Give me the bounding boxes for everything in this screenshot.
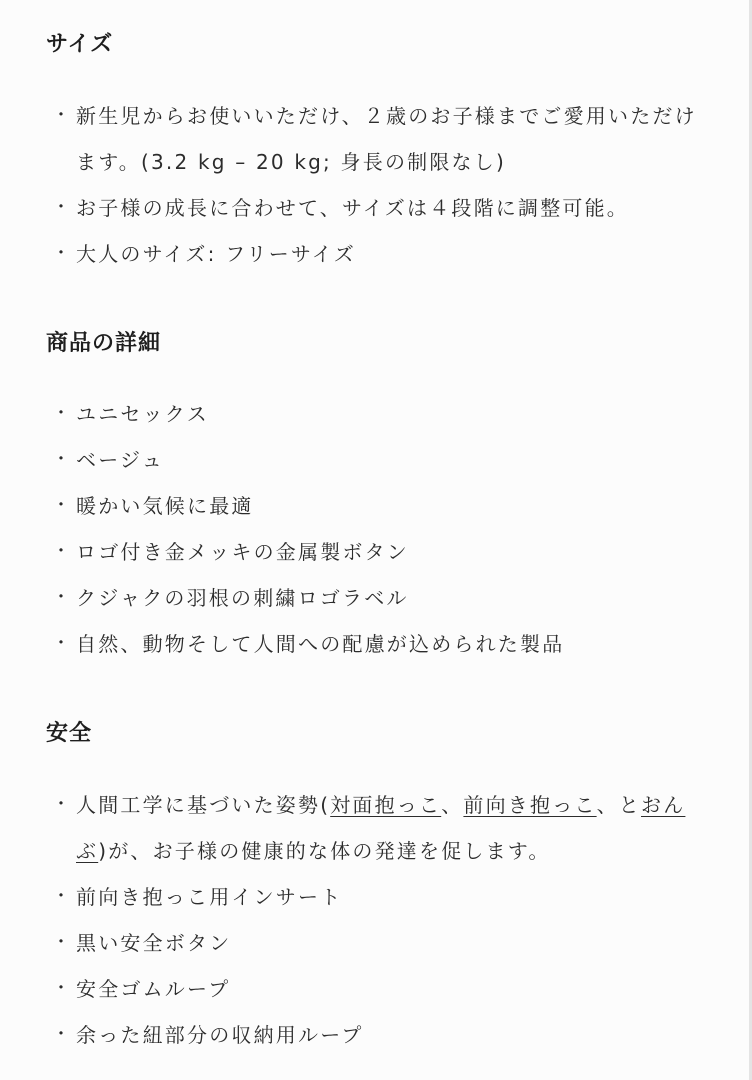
bullet: ・ bbox=[52, 541, 73, 562]
bullet: ・ bbox=[52, 105, 73, 126]
list-item bbox=[0, 185, 749, 231]
list-item-text: 安全ゴムループ bbox=[76, 977, 231, 1001]
size-list bbox=[0, 93, 749, 277]
list-item bbox=[0, 575, 749, 621]
list-item-text: 自然、動物そして人間への配慮が込められた製品 bbox=[76, 632, 565, 656]
list-item bbox=[0, 1012, 749, 1058]
list-item-text: 新生児からお使いいただけ、２歳のお子様までご愛用いただけます。(3.2 kg – 20 kg; 身長の制限なし) bbox=[76, 104, 697, 174]
list-item bbox=[0, 529, 749, 575]
list-item-text: ユニセックス bbox=[76, 402, 209, 426]
list-item-text: 暖かい気候に最適 bbox=[76, 494, 254, 518]
bullet: ・ bbox=[52, 403, 73, 424]
bullet: ・ bbox=[52, 932, 73, 953]
list-item bbox=[0, 782, 749, 874]
separator-text: 、 bbox=[441, 793, 464, 817]
details-list bbox=[0, 391, 749, 667]
list-item-text: 前向き抱っこ用インサート bbox=[76, 885, 343, 909]
bullet: ・ bbox=[52, 794, 73, 815]
list-item-text: クジャクの羽根の刺繍ロゴラベル bbox=[76, 586, 409, 610]
list-item bbox=[0, 391, 749, 437]
bullet: ・ bbox=[52, 495, 73, 516]
size-heading: サイズ bbox=[46, 32, 114, 57]
list-item bbox=[0, 437, 749, 483]
bullet: ・ bbox=[52, 1024, 73, 1045]
list-item-text: 余った紐部分の収納用ループ bbox=[76, 1023, 364, 1047]
list-item-text: 黒い安全ボタン bbox=[76, 931, 232, 955]
details-heading: 商品の詳細 bbox=[46, 331, 162, 356]
list-item-text: お子様の成長に合わせて、サイズは４段階に調整可能。 bbox=[76, 196, 629, 220]
bullet: ・ bbox=[52, 243, 73, 264]
bullet: ・ bbox=[52, 633, 73, 654]
list-item bbox=[0, 966, 749, 1012]
face-out-carry-link[interactable]: 前向き抱っこ bbox=[463, 793, 597, 817]
safety-list bbox=[0, 782, 749, 1058]
list-item bbox=[0, 483, 749, 529]
face-in-carry-link[interactable]: 対面抱っこ bbox=[330, 793, 442, 817]
safety-text-prefix: 人間工学に基づいた姿勢( bbox=[76, 793, 331, 817]
separator-text: 、と bbox=[596, 793, 642, 817]
safety-text-suffix: )が、お子様の健康的な体の発達を促します。 bbox=[98, 839, 551, 863]
bullet: ・ bbox=[52, 197, 73, 218]
list-item-text: ロゴ付き金メッキの金属製ボタン bbox=[76, 540, 409, 564]
list-item bbox=[0, 874, 749, 920]
back-carry-link[interactable]: おんぶ bbox=[76, 793, 686, 863]
list-item-text: 大人のサイズ: フリーサイズ bbox=[76, 242, 356, 266]
bullet: ・ bbox=[52, 886, 73, 907]
list-item bbox=[0, 93, 749, 185]
list-item bbox=[0, 231, 749, 277]
list-item-text: ベージュ bbox=[76, 448, 164, 472]
bullet: ・ bbox=[52, 449, 73, 470]
list-item-text bbox=[76, 793, 685, 863]
list-item bbox=[0, 920, 749, 966]
bullet: ・ bbox=[52, 978, 73, 999]
bullet: ・ bbox=[52, 587, 73, 608]
list-item bbox=[0, 621, 749, 667]
safety-heading: 安全 bbox=[46, 721, 93, 746]
